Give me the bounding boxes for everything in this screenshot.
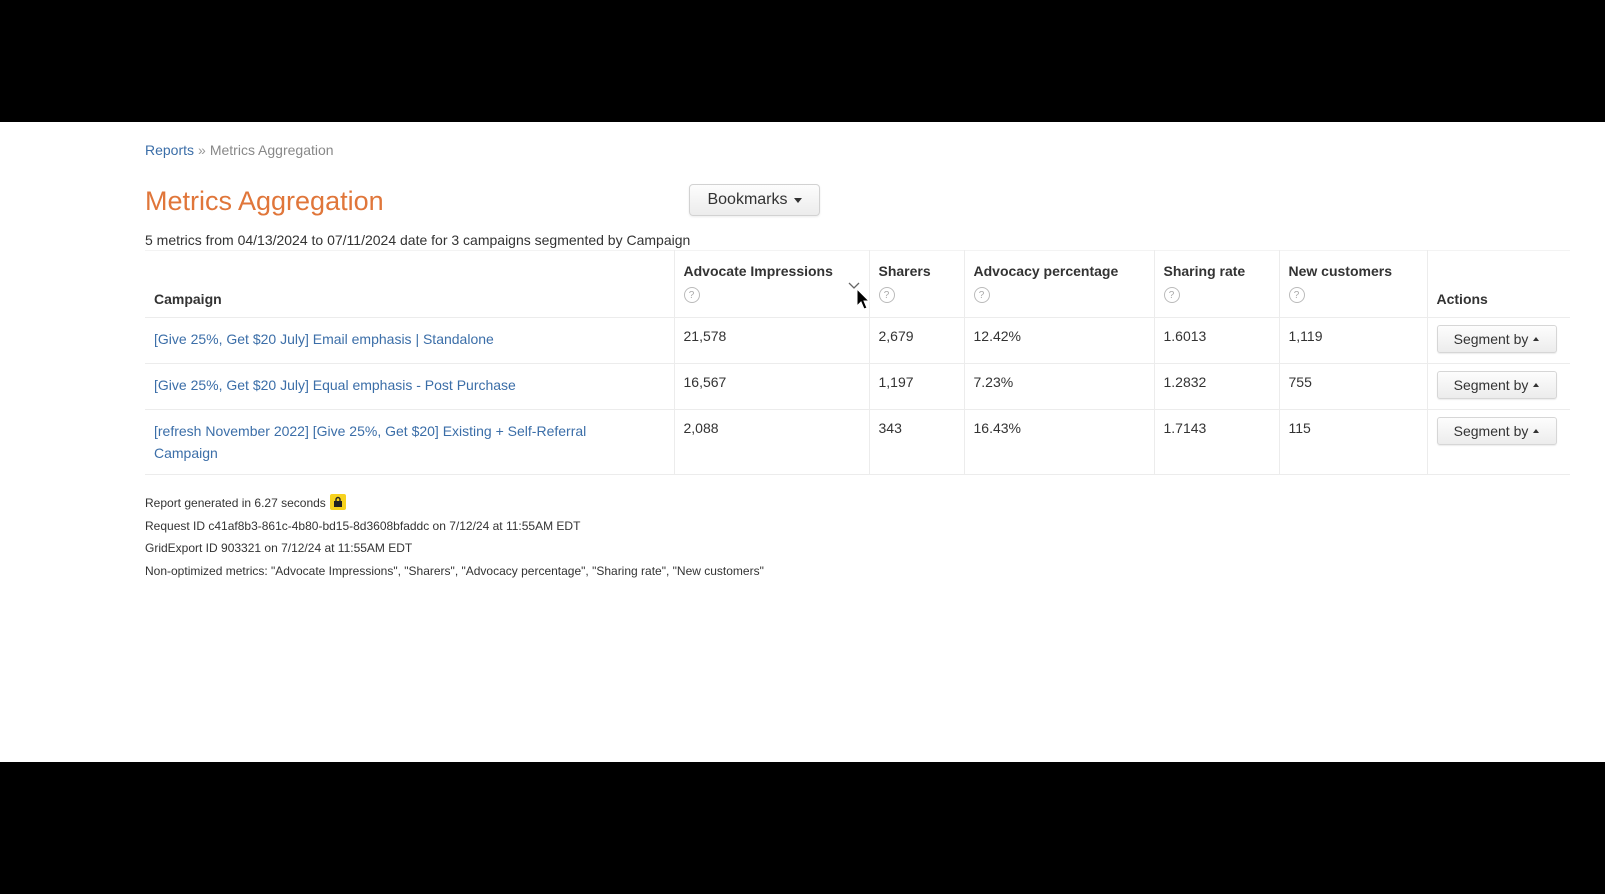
campaign-link[interactable]: [Give 25%, Get $20 July] Equal emphasis - Post Purchase [154, 377, 516, 393]
cell-campaign [145, 410, 674, 475]
segment-by-label: Segment by [1453, 423, 1529, 439]
col-header-advocacy-percentage-label: Advocacy percentage [973, 263, 1119, 279]
col-header-sharers[interactable] [869, 251, 964, 318]
cell-campaign [145, 318, 674, 364]
cell-sharers: 2,679 [869, 318, 964, 364]
footer-generated-text: Report generated in 6.27 seconds [145, 496, 326, 510]
cell-actions [1427, 410, 1570, 475]
table-row [145, 318, 1570, 364]
segment-by-label: Segment by [1453, 331, 1529, 347]
footer-request-id: Request ID c41af8b3-861c-4b80-bd15-8d3608bfaddc on 7/12/24 at 11:55AM EDT [145, 518, 581, 533]
cell-new-customers: 115 [1279, 410, 1427, 475]
help-icon[interactable]: ? [879, 287, 895, 303]
col-header-advocacy-percentage[interactable] [964, 251, 1154, 318]
cell-advocacy-percentage: 12.42% [964, 318, 1154, 364]
col-header-actions-label: Actions [1436, 291, 1488, 307]
col-header-sharing-rate[interactable] [1154, 251, 1279, 318]
footer-non-optimized: Non-optimized metrics: "Advocate Impressions", "Sharers", "Advocacy percentage", "Sharing rate", "New customers" [145, 563, 764, 578]
breadcrumb-separator: » [198, 142, 206, 158]
report-summary: 5 metrics from 04/13/2024 to 07/11/2024 date for 3 campaigns segmented by Campaign [145, 232, 691, 248]
campaign-link[interactable]: [Give 25%, Get $20 July] Email emphasis | Standalone [154, 331, 494, 347]
campaign-link[interactable]: [refresh November 2022] [Give 25%, Get $20] Existing + Self-Referral Campaign [154, 423, 587, 461]
caret-down-icon [794, 198, 802, 203]
cell-advocacy-percentage: 7.23% [964, 364, 1154, 410]
col-header-sharers-label: Sharers [878, 263, 931, 279]
col-header-new-customers-label: New customers [1288, 263, 1392, 279]
cell-sharing-rate: 1.7143 [1154, 410, 1279, 475]
cell-sharers: 343 [869, 410, 964, 475]
col-header-advocate-impressions-label: Advocate Impressions [683, 263, 833, 279]
col-header-campaign[interactable] [145, 251, 674, 318]
segment-by-label: Segment by [1453, 377, 1529, 393]
cell-new-customers: 1,119 [1279, 318, 1427, 364]
cell-sharing-rate: 1.6013 [1154, 318, 1279, 364]
page-title: Metrics Aggregation [145, 186, 384, 216]
col-header-sharing-rate-label: Sharing rate [1163, 263, 1246, 279]
report-footer [145, 492, 764, 582]
col-header-advocate-impressions[interactable] [674, 251, 869, 318]
caret-up-icon [1533, 429, 1539, 433]
footer-generated [145, 492, 764, 515]
lock-icon [330, 494, 346, 510]
breadcrumb-reports-link[interactable]: Reports [145, 142, 195, 158]
cell-advocate-impressions: 2,088 [674, 410, 869, 475]
caret-up-icon [1533, 383, 1539, 387]
table-row [145, 364, 1570, 410]
bookmarks-label: Bookmarks [707, 191, 788, 208]
help-icon[interactable]: ? [1164, 287, 1180, 303]
col-header-new-customers[interactable] [1279, 251, 1427, 318]
letterbox-top [0, 0, 1605, 122]
help-icon[interactable]: ? [1289, 287, 1305, 303]
segment-by-button[interactable] [1437, 417, 1557, 445]
cell-actions [1427, 364, 1570, 410]
caret-up-icon [1533, 337, 1539, 341]
report-page [0, 122, 1605, 762]
col-header-campaign-label: Campaign [154, 291, 222, 307]
cell-sharing-rate: 1.2832 [1154, 364, 1279, 410]
help-icon[interactable]: ? [974, 287, 990, 303]
cell-campaign [145, 364, 674, 410]
cell-advocate-impressions: 16,567 [674, 364, 869, 410]
footer-grid-export: GridExport ID 903321 on 7/12/24 at 11:55AM EDT [145, 541, 413, 555]
segment-by-button[interactable] [1437, 325, 1557, 353]
help-icon[interactable]: ? [684, 287, 700, 303]
breadcrumb [145, 142, 334, 158]
segment-by-button[interactable] [1437, 371, 1557, 399]
cell-actions [1427, 318, 1570, 364]
cell-advocate-impressions: 21,578 [674, 318, 869, 364]
breadcrumb-current: Metrics Aggregation [209, 142, 334, 158]
mouse-cursor-icon [856, 288, 872, 312]
letterbox-bottom [0, 762, 1605, 894]
cell-new-customers: 755 [1279, 364, 1427, 410]
cell-sharers: 1,197 [869, 364, 964, 410]
bookmarks-button[interactable] [689, 184, 820, 216]
cell-advocacy-percentage: 16.43% [964, 410, 1154, 475]
col-header-actions [1427, 251, 1570, 318]
table-row [145, 410, 1570, 475]
